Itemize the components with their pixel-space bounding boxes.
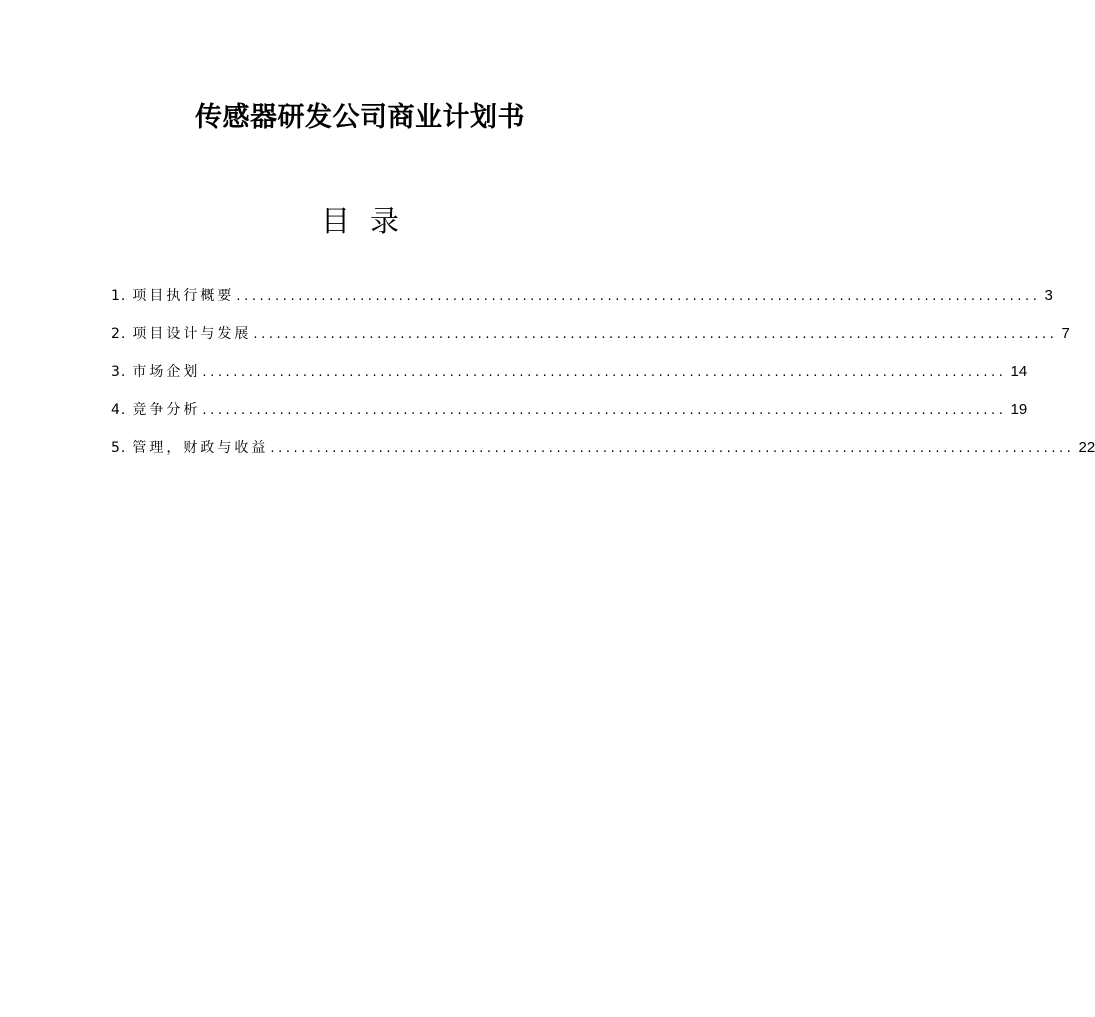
toc-entry-label: 管理，财政与收益 (132, 440, 269, 456)
toc-heading-char-1: 目 (320, 204, 350, 238)
toc-entry-number: 5. (111, 440, 127, 456)
toc-entry-number: 3. (111, 364, 127, 380)
toc-entry-number: 1. (111, 288, 127, 304)
toc-entry-number: 4. (111, 402, 127, 418)
toc-entry-management-finance[interactable] (111, 435, 1095, 473)
toc-entry-number: 2. (111, 326, 127, 342)
toc-entry-design-development[interactable] (111, 321, 1070, 359)
toc-heading (0, 200, 720, 242)
toc-dot-leader: ........................................................................................................ (202, 403, 1007, 418)
toc-dot-leader: ........................................................................................................ (253, 327, 1058, 342)
toc-dot-leader: ........................................................................................................ (236, 289, 1041, 304)
toc-entry-label: 项目执行概要 (132, 288, 235, 304)
toc-entry-executive-summary[interactable] (111, 283, 1053, 321)
toc-entry-page: 19 (1010, 401, 1028, 418)
toc-entry-label: 竞争分析 (132, 402, 201, 418)
toc-dot-leader: ........................................................................................................ (270, 441, 1075, 456)
toc-dot-leader: ........................................................................................................ (202, 365, 1007, 380)
toc-entry-page: 22 (1078, 439, 1095, 456)
toc-entry-page: 3 (1044, 287, 1053, 304)
toc-heading-char-2: 录 (370, 204, 400, 238)
document-title: 传感器研发公司商业计划书 (195, 102, 525, 133)
toc-entry-label: 市场企划 (132, 364, 201, 380)
toc-entry-page: 7 (1061, 325, 1070, 342)
table-of-contents (111, 283, 1095, 473)
toc-entry-page: 14 (1010, 363, 1028, 380)
toc-entry-label: 项目设计与发展 (132, 326, 252, 342)
toc-entry-market-planning[interactable] (111, 359, 1028, 397)
toc-entry-competitive-analysis[interactable] (111, 397, 1028, 435)
